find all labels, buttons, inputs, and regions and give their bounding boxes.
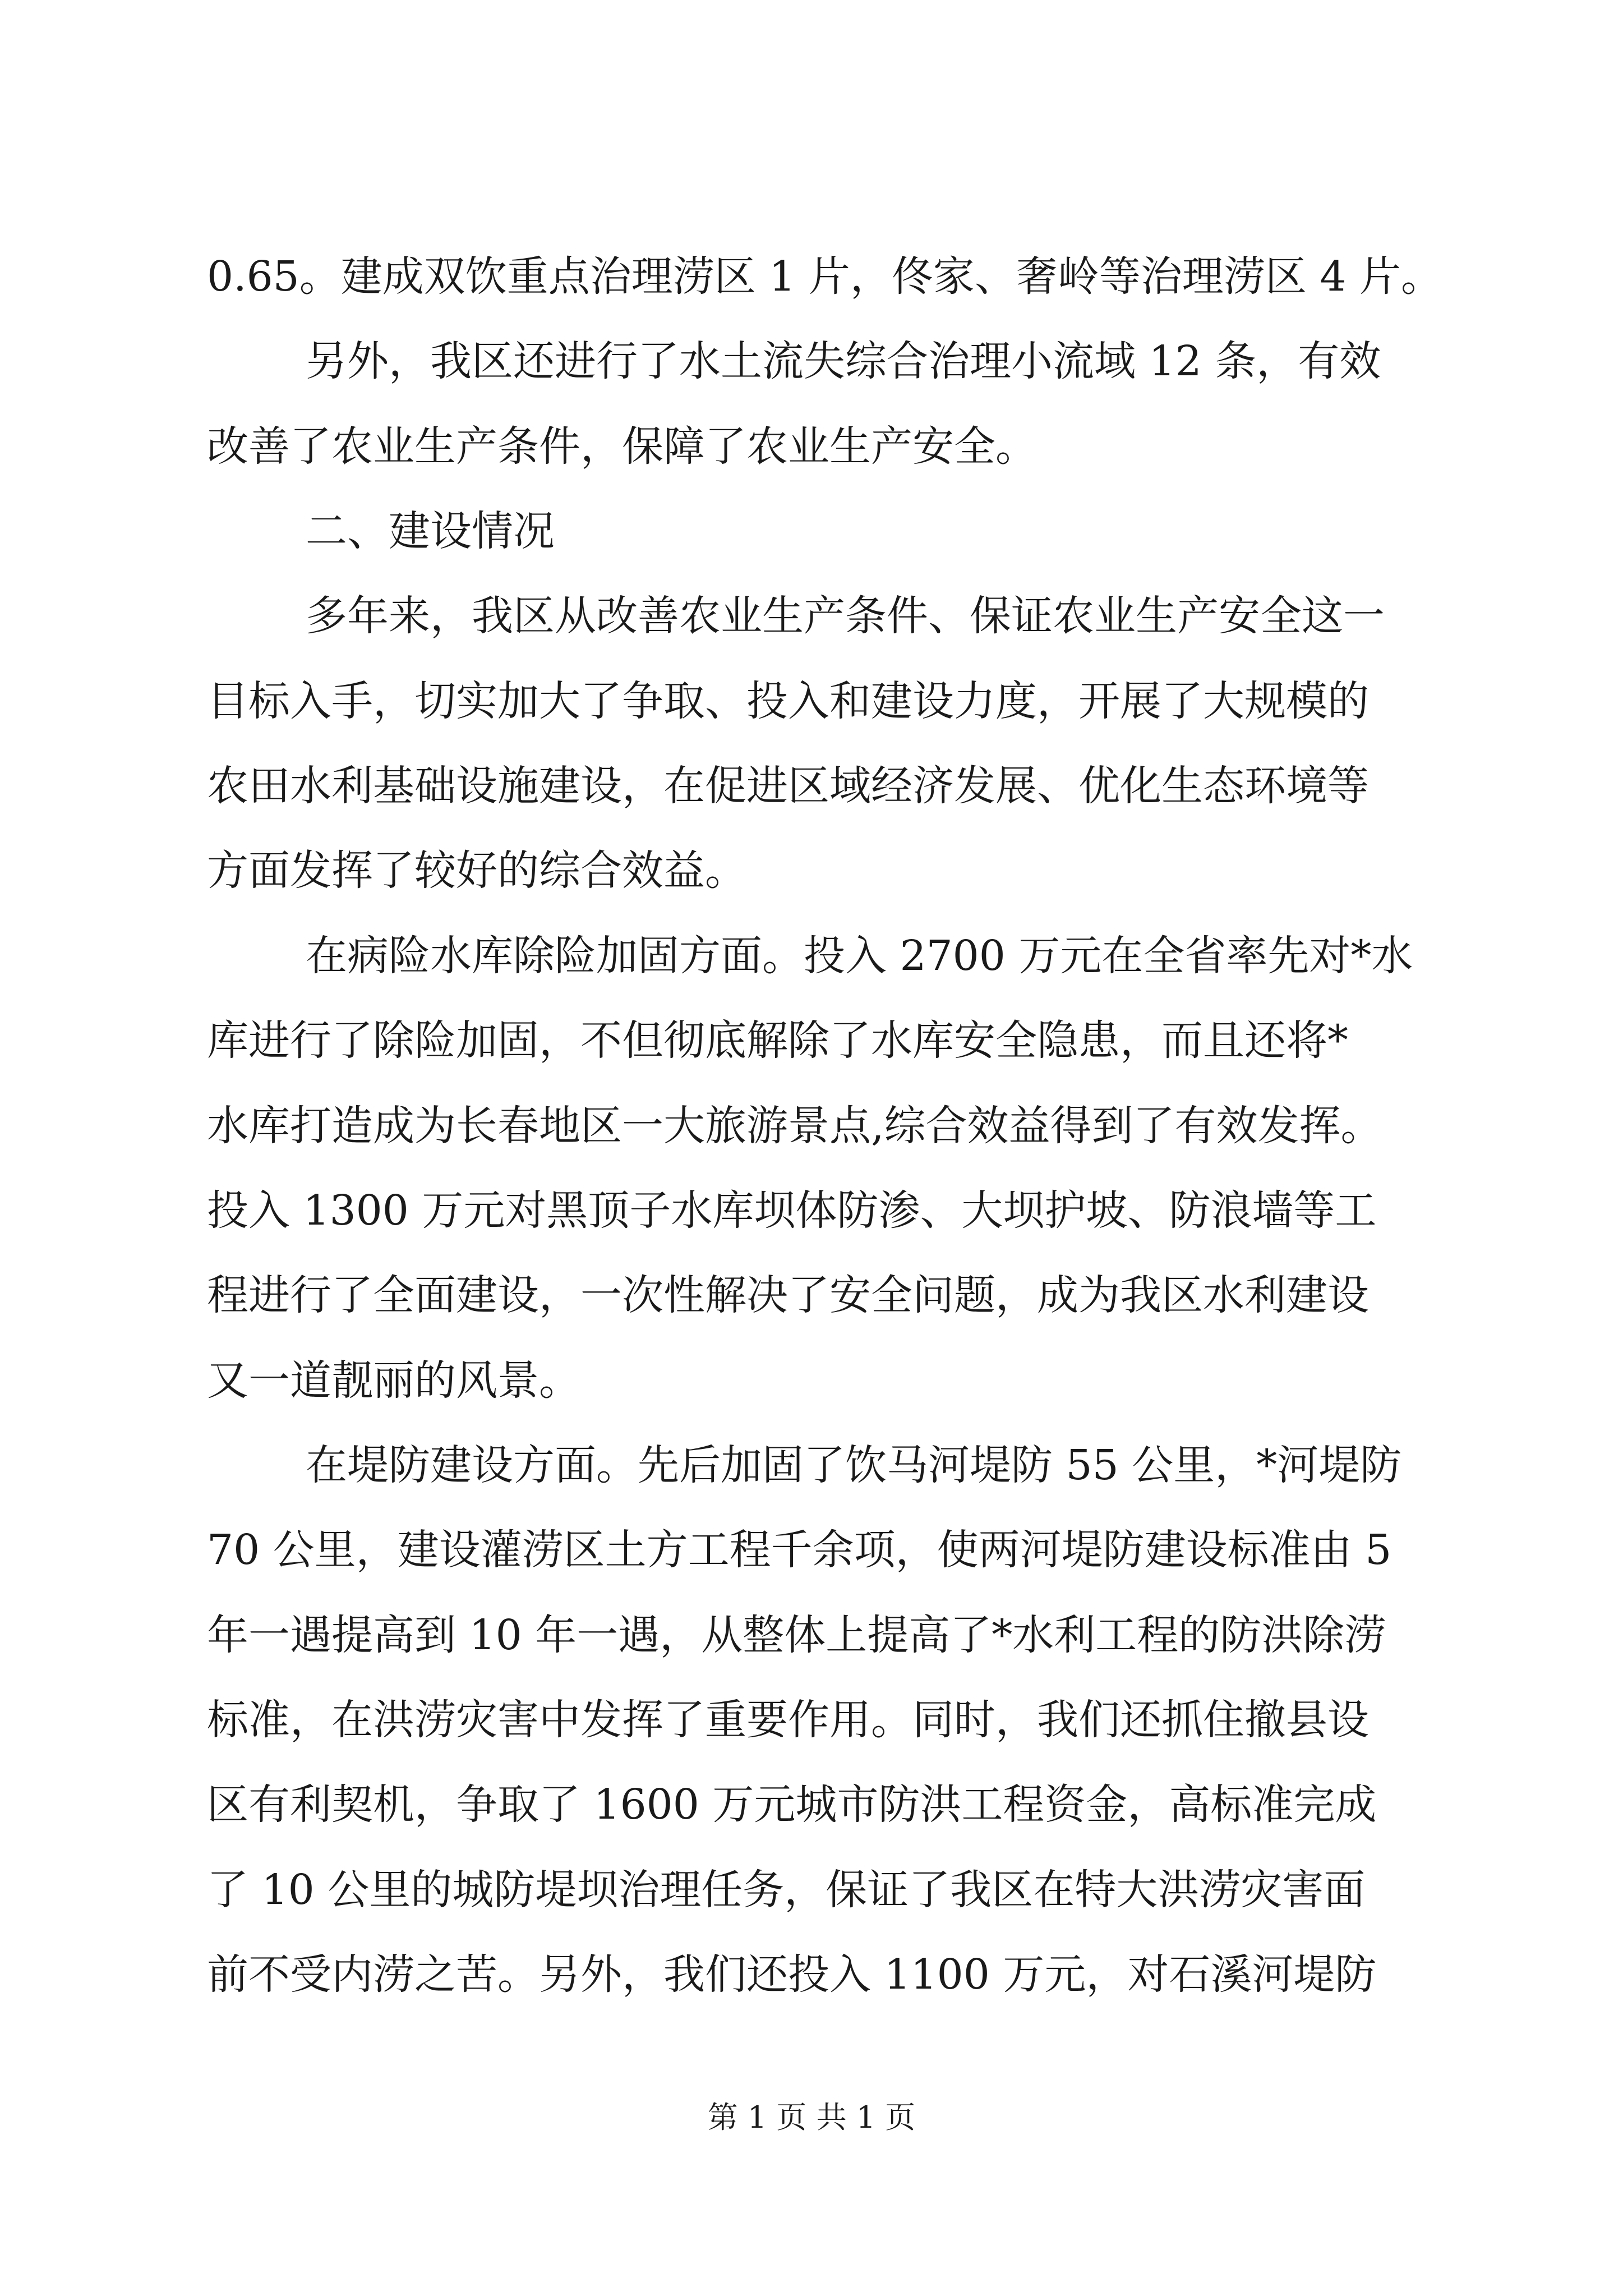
text-line: 年一遇提高到 10 年一遇，从整体上提高了*水利工程的防洪除涝 [207,1611,1386,1659]
text-line: 区有利契机，争取了 1600 万元城市防洪工程资金，高标准完成 [207,1780,1377,1829]
text-line: 另外，我区还进行了水土流失综合治理小流域 12 条，有效 [306,337,1381,385]
text-line: 方面发挥了较好的综合效益。 [207,846,746,895]
text-line: 库进行了除险加固，不但彻底解除了水库安全隐患，而且还将* [207,1016,1348,1065]
text-line: 标准，在洪涝灾害中发挥了重要作用。同时，我们还抓住撤县设 [207,1696,1369,1744]
text-line: 了 10 公里的城防堤坝治理任务，保证了我区在特大洪涝灾害面 [207,1866,1366,1914]
text-line: 70 公里，建设灌涝区土方工程千余项，使两河堤防建设标准由 5 [207,1526,1392,1574]
text-line: 改善了农业生产条件，保障了农业生产安全。 [207,422,1037,471]
text-line: 在病险水库除险加固方面。投入 2700 万元在全省率先对*水 [306,932,1413,980]
text-line: 又一道靓丽的风景。 [207,1356,580,1405]
text-line: 农田水利基础设施建设，在促进区域经济发展、优化生态环境等 [207,762,1369,810]
text-line: 程进行了全面建设，一次性解决了安全问题，成为我区水利建设 [207,1271,1369,1319]
section-heading: 二、建设情况 [306,507,555,555]
page-footer: 第 1 页 共 1 页 [707,2100,916,2135]
text-line: 投入 1300 万元对黑顶子水库坝体防渗、大坝护坡、防浪墙等工 [207,1186,1377,1235]
text-line: 多年来，我区从改善农业生产条件、保证农业生产安全这一 [306,592,1385,640]
text-line: 在堤防建设方面。先后加固了饮马河堤防 55 公里，*河堤防 [306,1441,1402,1489]
text-line: 0.65。建成双饮重点治理涝区 1 片，佟家、奢岭等治理涝区 4 片。 [207,252,1443,301]
text-line: 前不受内涝之苦。另外，我们还投入 1100 万元，对石溪河堤防 [207,1950,1377,1999]
text-line: 水库打造成为长春地区一大旅游景点,综合效益得到了有效发挥。 [207,1102,1382,1150]
text-line: 目标入手，切实加大了争取、投入和建设力度，开展了大规模的 [207,677,1369,725]
